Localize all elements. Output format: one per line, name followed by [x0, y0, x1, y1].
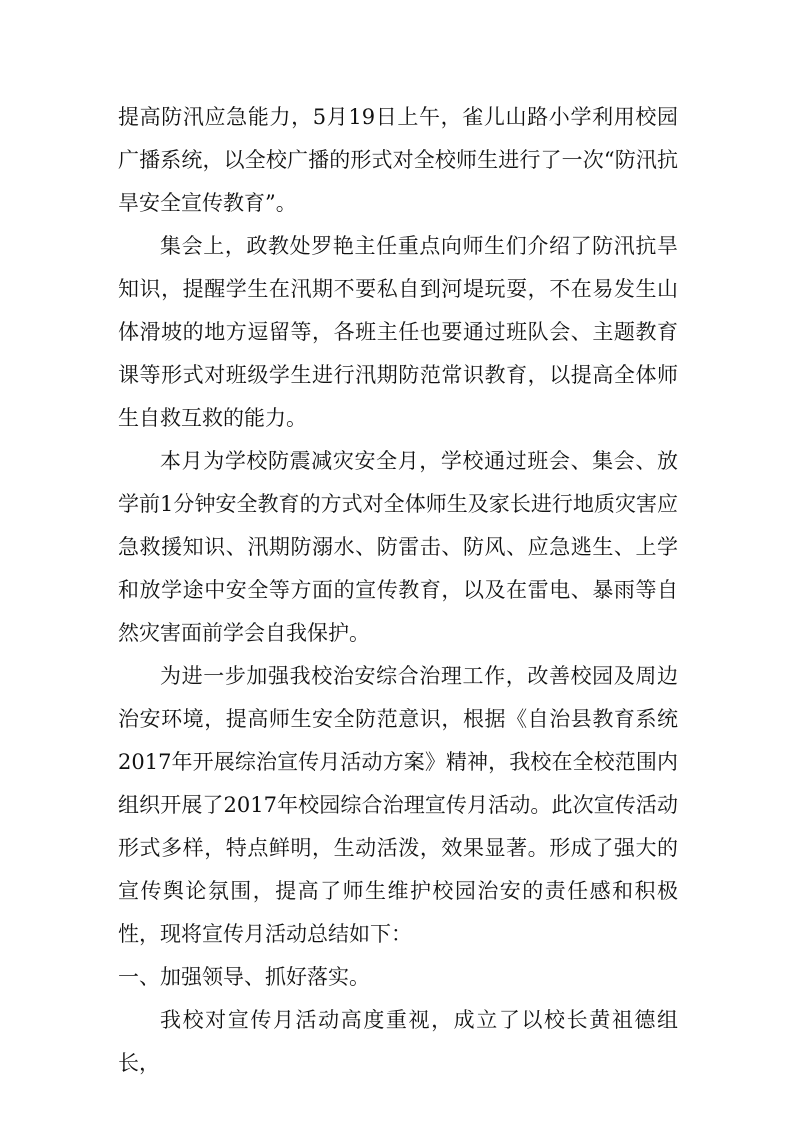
section-heading: 一、加强领导、抓好落实。 [118, 965, 370, 989]
document-body [118, 96, 678, 1085]
paragraph-leadership: 我校对宣传月活动高度重视，成立了以校长黄祖德组长， [118, 1008, 678, 1075]
paragraph-flood-drill: 提高防汛应急能力，5月19日上午，雀儿山路小学利用校园广播系统，以全校广播的形式对全校师生进行了一次“防汛抗旱安全宣传教育”。 [118, 105, 678, 215]
paragraph-publicity-month: 为进一步加强我校治安综合治理工作，改善校园及周边治安环境，提高师生安全防范意识，根据《自治县教育系统2017年开展综治宣传月活动方案》精神，我校在全校范围内组织开展了2017年校园综合治理宣传月活动。此次宣传活动形式多样，特点鲜明，生动活泼，效果显著。形成了强大的宣传舆论氛围，提高了师生维护校园治安的责任感和积极性，现将宣传月活动总结如下： [118, 664, 678, 946]
paragraph-assembly: 集会上，政教处罗艳主任重点向师生们介绍了防汛抗旱知识，提醒学生在汛期不要私自到河堤玩耍，不在易发生山体滑坡的地方逗留等，各班主任也要通过班队会、主题教育课等形式对班级学生进行汛期防范常识教育，以提高全体师生自救互救的能力。 [118, 234, 678, 430]
paragraph-safety-month: 本月为学校防震减灾安全月，学校通过班会、集会、放学前1分钟安全教育的方式对全体师生及家长进行地质灾害应急救援知识、汛期防溺水、防雷击、防风、应急逃生、上学和放学途中安全等方面的宣传教育，以及在雷电、暴雨等自然灾害面前学会自我保护。 [118, 449, 678, 645]
